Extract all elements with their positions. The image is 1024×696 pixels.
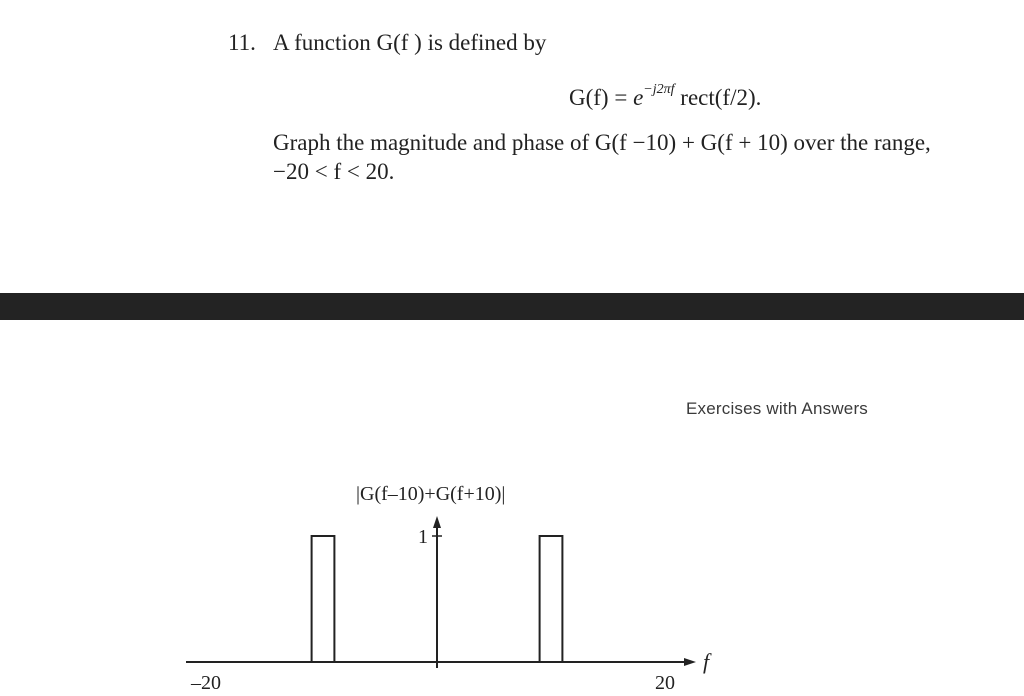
page-divider-bar [0, 293, 1024, 320]
problem-instructions [273, 128, 1013, 186]
y-axis-arrowhead [433, 516, 441, 528]
x-tick-label-max: 20 [655, 672, 675, 694]
equation-exponent: −j2πf [643, 82, 675, 98]
section-header: Exercises with Answers [686, 399, 869, 418]
chart-ticks [190, 526, 675, 694]
problem-number: 11. [228, 30, 256, 55]
instruction-line-1: Graph the magnitude and phase of G(f −10) + G(f + 10) over the range, [273, 130, 931, 155]
problem-intro: A function G(f ) is defined by [273, 30, 547, 55]
chart-title: |G(f–10)+G(f+10)| [356, 483, 506, 505]
y-tick-label-1: 1 [418, 526, 428, 548]
equation-rhs: rect(f/2). [674, 85, 762, 110]
equation [569, 82, 762, 111]
instruction-line-2: −20 < f < 20. [273, 159, 395, 184]
equation-base: e [633, 85, 644, 110]
x-tick-label-min: –20 [191, 672, 221, 694]
x-axis-label: f [703, 649, 710, 674]
x-axis-arrowhead [684, 658, 696, 666]
equation-lhs: G(f) = [569, 85, 634, 110]
magnitude-chart [0, 460, 1024, 696]
